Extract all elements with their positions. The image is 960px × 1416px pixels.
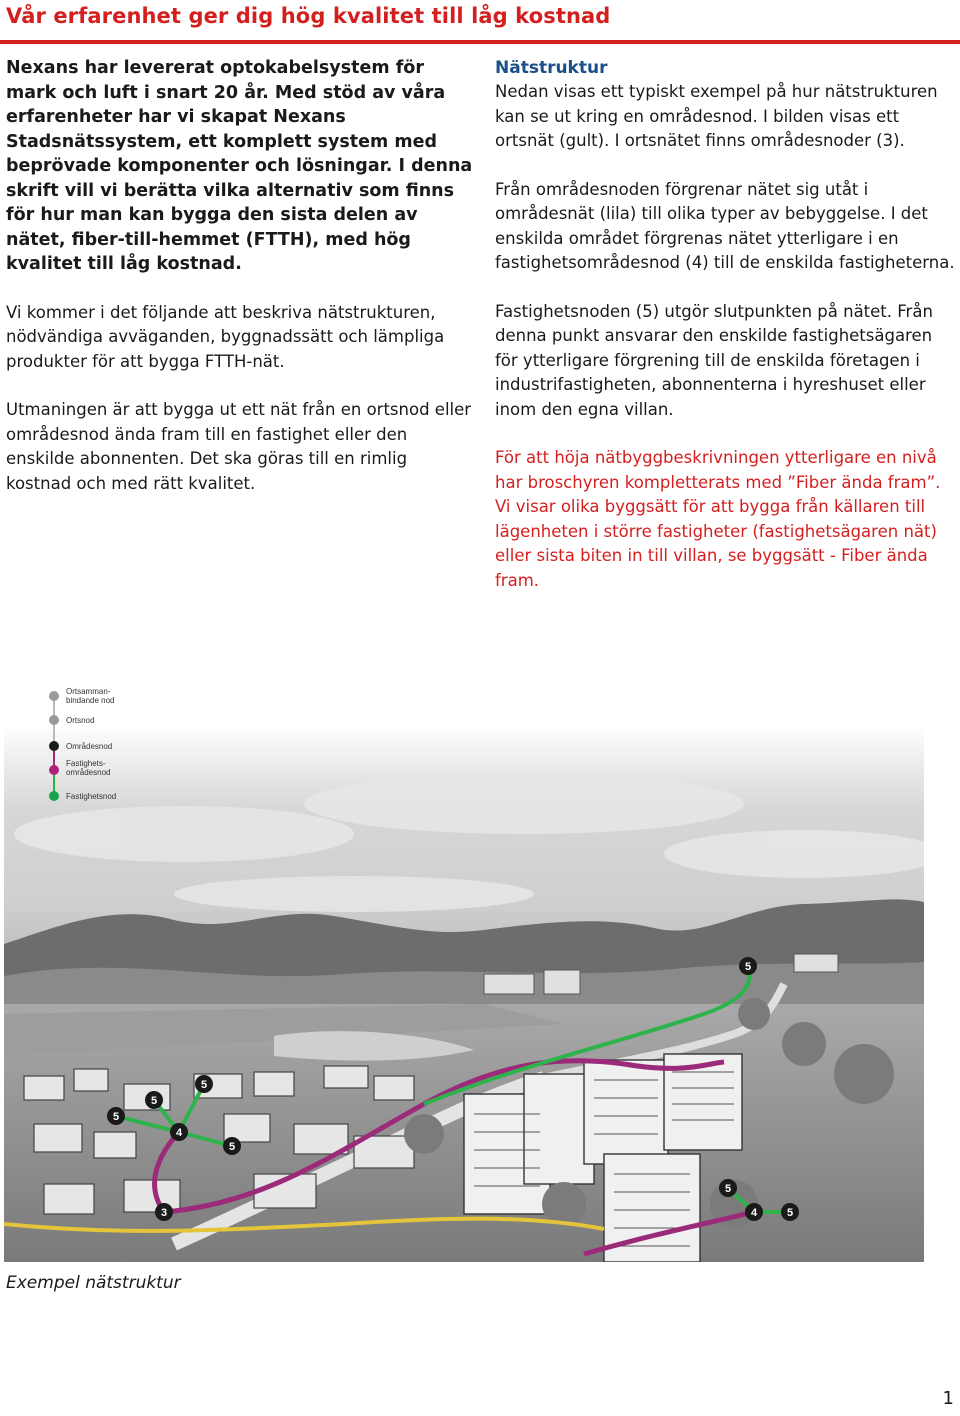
svg-text:Fastighetsnod: Fastighetsnod [66, 792, 117, 801]
page-number: 1 [942, 1388, 954, 1409]
challenge-paragraph: Utmaningen är att bygga ut ett nät från en ortsnod eller områdesnod ända fram till en fastighet eller den enskilde abonnenten. Det ska göras till en rimlig kostnad och med rätt kvalitet. [6, 400, 472, 493]
lead-paragraph: Nexans har levererat optokabelsystem för mark och luft i snart 20 år. Med stöd av våra erfarenheter har vi skapat Nexans Stadsnätssystem, ett komplett system med beprövade komponenter och lösningar. I denna skrift vill vi berätta vilka alternativ som finns för hur man kan bygga den sista delen av nätet, fiber-till-hemmet (FTTH), med hög kvalitet till låg kostnad. [6, 58, 473, 274]
marker-5 [739, 957, 757, 975]
marker-5 [223, 1137, 241, 1155]
marker-4 [170, 1123, 188, 1141]
property-node-paragraph: Fastighetsnoden (5) utgör slutpunkten på nätet. Från denna punkt ansvarar den enskilde fastighetsägaren för ytterligare förgrening till de enskilda företagen i industrifastigheten, abonnenterna i hyreshuset eller inom den egna villan. [495, 301, 933, 419]
legend-item-1 [49, 687, 115, 705]
svg-text:5: 5 [200, 1079, 208, 1091]
svg-text:4: 4 [175, 1127, 183, 1139]
svg-text:5: 5 [724, 1183, 732, 1195]
svg-text:Fastighets-: Fastighets- [66, 759, 106, 768]
svg-text:5: 5 [150, 1095, 158, 1107]
marker-5 [145, 1091, 163, 1109]
section-heading: Nätstruktur [495, 58, 608, 78]
svg-text:bindande nod: bindande nod [66, 696, 115, 705]
marker-5 [107, 1107, 125, 1125]
svg-text:Områdesnod: Områdesnod [66, 742, 113, 751]
header-rule [0, 40, 960, 44]
network-illustration [4, 684, 924, 1262]
svg-text:Ortsnod: Ortsnod [66, 716, 95, 725]
svg-text:5: 5 [786, 1207, 794, 1219]
intro-paragraph: Vi kommer i det följande att beskriva nätstrukturen, nödvändiga avväganden, byggnadssätt och lämpliga produkter för att bygga FTTH-nät. [6, 302, 445, 371]
highlight-paragraph: För att höja nätbyggbeskrivningen ytterligare en nivå har broschyren kompletterats med ”Fiber ända fram”. Vi visar olika byggsätt för att bygga från källaren till lägenheten i större fastigheter (fastighetsägaren nät) eller sista biten in till villan, se byggsätt - Fiber ända fram. [495, 448, 941, 590]
svg-text:områdesnod: områdesnod [66, 768, 111, 777]
svg-text:5: 5 [112, 1111, 120, 1123]
svg-text:5: 5 [228, 1141, 236, 1153]
right-column [495, 56, 957, 617]
page-title: Vår erfarenhet ger dig hög kvalitet till låg kostnad [6, 4, 611, 28]
legend-label: Ortsamman- [66, 687, 111, 696]
svg-text:4: 4 [750, 1207, 758, 1219]
left-column [6, 56, 476, 520]
marker-3 [155, 1203, 173, 1221]
marker-5 [195, 1075, 213, 1093]
structure-paragraph: Nedan visas ett typiskt exempel på hur nätstrukturen kan se ut kring en områdesnod. I bilden visas ett ortsnät (gult). I ortsnätet finns områdesnoder (3). [495, 82, 938, 150]
svg-text:5: 5 [744, 961, 752, 973]
legend-item-2 [49, 715, 94, 725]
figure-caption: Exempel nätstruktur [6, 1273, 181, 1293]
svg-text:3: 3 [160, 1207, 168, 1219]
marker-5 [781, 1203, 799, 1221]
marker-4 [745, 1203, 763, 1221]
marker-5 [719, 1179, 737, 1197]
branching-paragraph: Från områdesnoden förgrenar nätet sig utåt i områdesnät (lila) till olika typer av bebyggelse. I det enskilda området förgrenas nätet ytterligare i en fastighetsområdesnod (4) till de enskilda fastigheterna. [495, 179, 955, 272]
